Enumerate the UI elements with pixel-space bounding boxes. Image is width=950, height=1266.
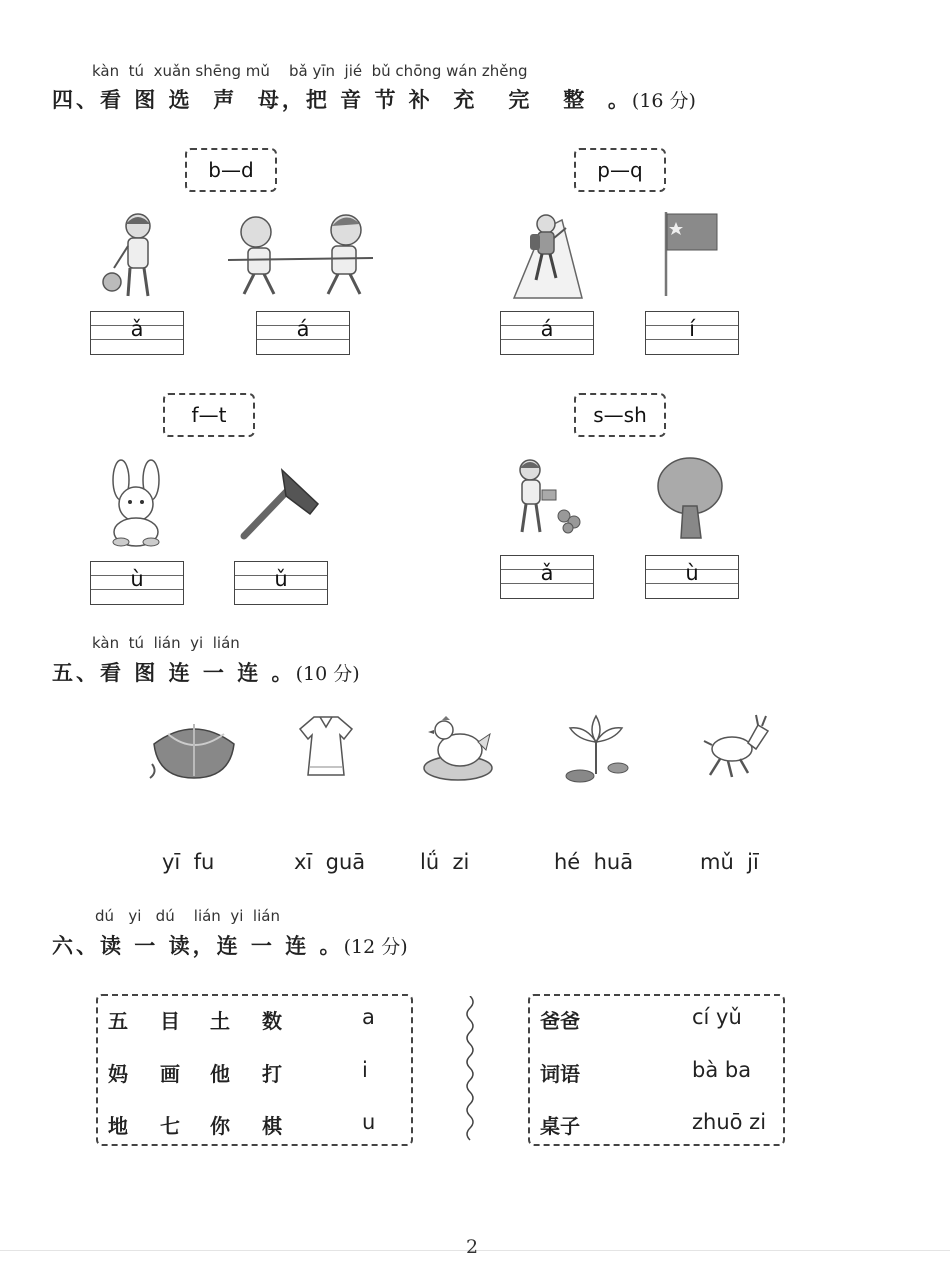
chinese-word: 词语 [540, 1062, 580, 1086]
chinese-word: 桌子 [540, 1114, 580, 1138]
character: 土 [210, 1009, 230, 1033]
red-flag-picture [660, 210, 722, 298]
vowel-label: u [362, 1110, 376, 1134]
pinyin-word: yī fu [162, 850, 215, 874]
writing-box[interactable]: ù [645, 555, 739, 599]
lotus-flower-picture [556, 710, 636, 786]
section4-pinyin: kàn tú xuǎn shēng mǔ bǎ yīn jié bǔ chōng wán zhěng [92, 62, 528, 80]
section4-score: (16 分) [631, 90, 696, 112]
section5-title: 五、看 图 连 一 连 。(10 分) [52, 660, 360, 685]
vowel-label: a [362, 1005, 375, 1029]
word-pinyin: bà ba [692, 1058, 752, 1082]
boys-tug-of-war-picture [228, 210, 373, 300]
section5-pinyin: kàn tú lián yi lián [92, 634, 240, 652]
vowel-label: i [362, 1058, 368, 1082]
section6-pinyin: dú yi dú lián yi lián [95, 907, 280, 925]
character: 打 [262, 1062, 282, 1086]
pair-box-s-sh: s—sh [574, 393, 666, 437]
character: 目 [160, 1009, 180, 1033]
writing-box[interactable]: á [256, 311, 350, 355]
pinyin-word: mǔ jī [700, 850, 759, 874]
hen-in-nest-picture [420, 712, 494, 782]
word-pinyin: cí yǔ [692, 1005, 742, 1029]
rabbit-picture [95, 458, 177, 548]
pair-box-p-q: p—q [574, 148, 666, 192]
section4-title: 四、看 图 选 声 母，把 音 节 补 充 完 整 。(16 分) [52, 87, 696, 112]
page-number: 2 [466, 1236, 479, 1258]
character: 五 [108, 1009, 128, 1033]
boy-climbing-mountain-picture [512, 210, 584, 300]
section5-score: (10 分) [295, 663, 360, 685]
wavy-divider [460, 996, 480, 1142]
character: 七 [160, 1114, 180, 1138]
character: 地 [108, 1114, 128, 1138]
watermelon-picture [148, 716, 240, 782]
chinese-word: 爸爸 [540, 1009, 580, 1033]
writing-box[interactable]: ǔ [234, 561, 328, 605]
tree-picture [655, 456, 725, 542]
writing-box[interactable]: á [500, 311, 594, 355]
donkey-picture [702, 713, 774, 779]
character: 妈 [108, 1062, 128, 1086]
writing-box[interactable]: ǎ [500, 555, 594, 599]
axe-picture [238, 466, 324, 542]
pinyin-word: lǘ zi [420, 850, 470, 874]
character: 你 [210, 1114, 230, 1138]
character: 他 [210, 1062, 230, 1086]
pinyin-word: xī guā [294, 850, 366, 874]
pinyin-word: hé huā [554, 850, 634, 874]
character: 画 [160, 1062, 180, 1086]
writing-box[interactable]: ù [90, 561, 184, 605]
character: 数 [262, 1009, 282, 1033]
section6-score: (12 分) [343, 936, 408, 958]
girl-bouncing-ball-picture [100, 210, 170, 302]
character: 棋 [262, 1114, 282, 1138]
writing-box[interactable]: ǎ [90, 311, 184, 355]
girl-watering-flowers-picture [506, 456, 584, 538]
dress-picture [294, 713, 358, 779]
section6-title: 六、读 一 读，连 一 连 。(12 分) [52, 933, 408, 958]
pair-box-b-d: b—d [185, 148, 277, 192]
pair-box-f-t: f—t [163, 393, 255, 437]
writing-box[interactable]: í [645, 311, 739, 355]
word-pinyin: zhuō zi [692, 1110, 767, 1134]
